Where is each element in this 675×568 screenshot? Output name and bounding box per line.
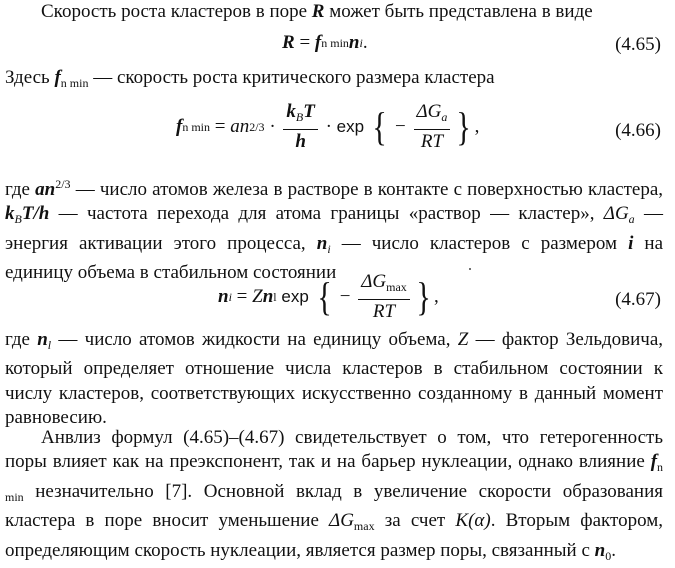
paragraph-2: Здесь $f_{n min}$ — скорость роста критического размера кластера — [5, 67, 495, 90]
paragraph-5: Анвлиз формул (4.65)–(4.67) свидетельствует о том, что гетерогенность поры влияет как на преэкспонент, так и на барьер нуклеации, однако влияние $f_{n min}$ незначительно [7]. Основной вклад в увеличение скорости образования кластера в поре вносит уменьшение $\Delta G_{max}$ за счет K(α). Вторым фактором, определяющим скорость нуклеации, является размер поры, связанный с $n_0$. — [5, 427, 664, 563]
equation-number-4-66: (4.66) — [615, 120, 661, 141]
print-speck — [469, 268, 471, 270]
equation-4-65: R = f n min n i . — [282, 32, 368, 53]
equation-4-66: f n min = a n 2/3 · $\frac{k_BT}{h}$ · exp { − $\frac{\Delta G_a}{RT}$ } , — [176, 101, 480, 152]
fraction-dgmax-rt: $\frac{\Delta G_{max}}{RT}$ — [358, 271, 410, 323]
equation-number-4-67: (4.67) — [615, 289, 661, 310]
paragraph-1: Скорость роста кластеров в поре R может быть представлена в виде — [41, 1, 593, 22]
fraction-kbt-h: $\frac{k_BT}{h}$ — [283, 101, 317, 153]
equation-4-67: n i = Z n l exp { − $\frac{\Delta G_{max}}{RT}$ } , — [218, 271, 439, 322]
paragraph-4: где $n_l$ — число атомов жидкости на единицу объема, Z — фактор Зельдовича, который определяет отношение числа кластеров в стабильном состоянии к числу кластеров, соответствующих искусственно созданному в данный момент равновесию. — [5, 329, 664, 429]
equation-number-4-65: (4.65) — [615, 34, 661, 55]
paragraph-3: где $an^{2/3}$ — число атомов железа в растворе в контакте с поверхностью кластера, $k_BT/h$ — частота перехода для атома границы «раствор — кластер», $\Delta G_a$ — энергия активации этого процесса, $n_i$ — число кластеров с размером i на единицу объема в стабильном состоянии — [5, 177, 664, 284]
fraction-dga-rt: $\frac{\Delta G_a}{RT}$ — [414, 101, 451, 153]
